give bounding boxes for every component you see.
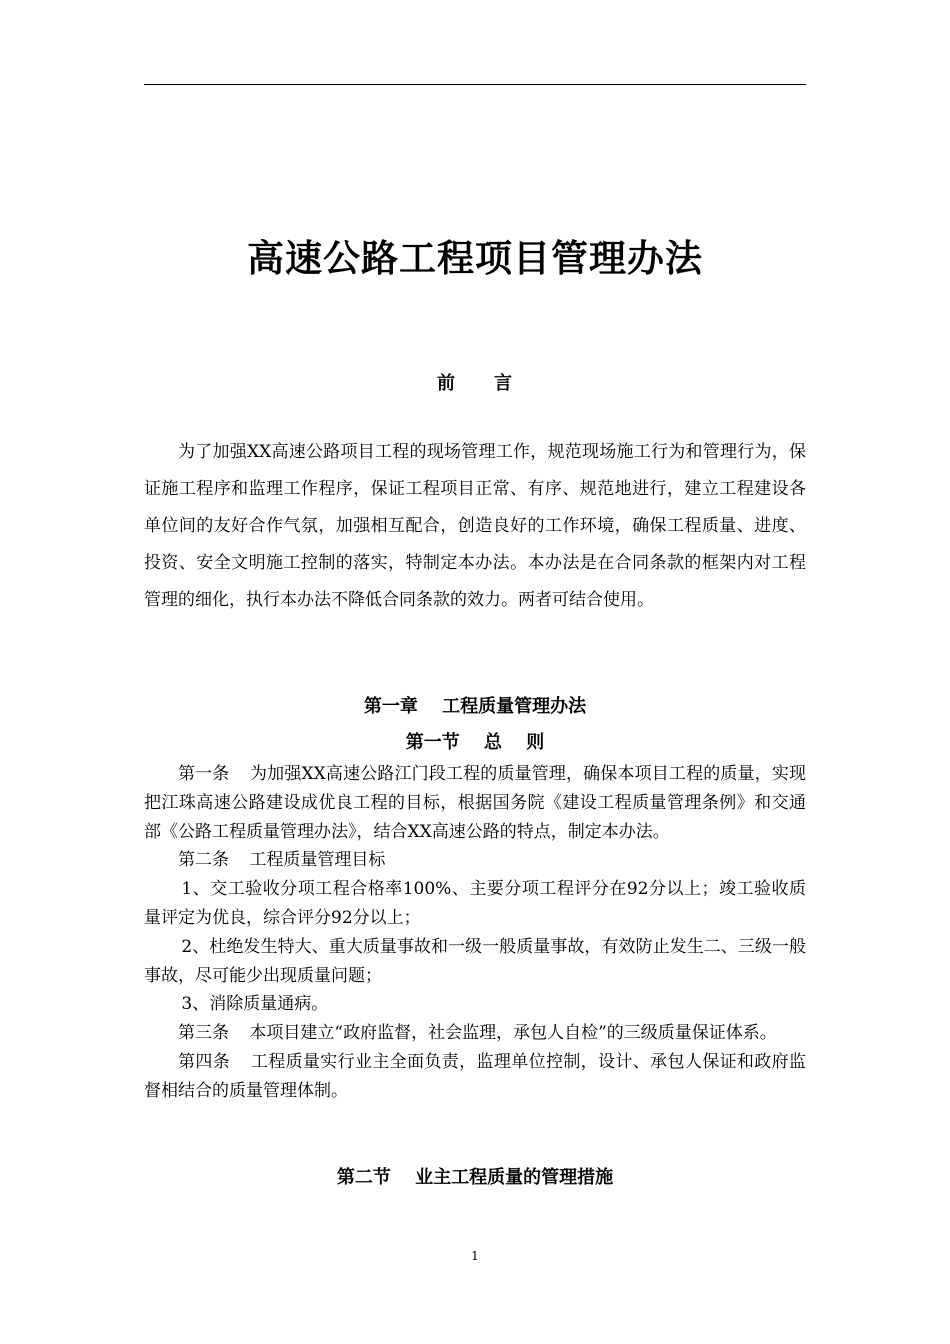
article-text: 工程质量管理目标 bbox=[249, 850, 386, 871]
preface-paragraph: 为了加强XX高速公路项目工程的现场管理工作，规范现场施工行为和管理行为，保证施工程序和监理工作程序，保证工程项目正常、有序、规范地进行，建立工程建设各单位间的友好合作气氛，加强相互配合，创造良好的工作环境，确保工程质量、进度、投资、安全文明施工控制的落实，特制定本办法。本办法是在合同条款的框架内对工程管理的细化，执行本办法不降低合同条款的效力。两者可结合使用。 bbox=[144, 442, 806, 610]
document-title: 高速公路工程项目管理办法 bbox=[247, 236, 703, 280]
chapter-heading: 第一章 工程质量管理办法 bbox=[363, 696, 587, 717]
article-text: 工程质量实行业主全面负责，监理单位控制，设计、承包人保证和政府监督相结合的质量管理体制。 bbox=[144, 1051, 807, 1101]
article-4 bbox=[144, 1048, 806, 1106]
article-text: 为加强XX高速公路江门段工程的质量管理，确保本项目工程的质量，实现把江珠高速公路建设成优良工程的目标，根据国务院《建设工程质量管理条例》和交通部《公路工程质量管理办法》，结合XX高速公路的特点，制定本办法。 bbox=[144, 764, 806, 842]
section-body bbox=[144, 760, 806, 1106]
header-rule bbox=[144, 84, 806, 85]
article-2 bbox=[144, 846, 806, 875]
article-label: 第三条 bbox=[178, 1023, 229, 1044]
preface-body bbox=[144, 434, 806, 619]
article-3 bbox=[144, 1019, 806, 1048]
section-heading: 第二节 业主工程质量的管理措施 bbox=[336, 1167, 614, 1188]
article-label: 第一条 bbox=[178, 764, 230, 784]
article-label: 第四条 bbox=[178, 1051, 231, 1072]
article-text: 本项目建立“政府监督，社会监理，承包人自检”的三级质量保证体系。 bbox=[249, 1023, 777, 1044]
list-item: 2、杜绝发生特大、重大质量事故和一级一般质量事故，有效防止发生二、三级一般事故，尽可能少出现质量问题； bbox=[144, 936, 806, 986]
list-item: 3、消除质量通病。 bbox=[181, 994, 329, 1015]
page-number: 1 bbox=[471, 1249, 479, 1263]
section-heading: 第一节 总 则 bbox=[405, 732, 545, 753]
preface-heading: 前 言 bbox=[437, 373, 513, 394]
article-label: 第二条 bbox=[178, 850, 229, 871]
article-1 bbox=[144, 760, 806, 846]
list-item: 1、交工验收分项工程合格率100%、主要分项工程评分在92分以上；竣工验收质量评定为优良，综合评分92分以上； bbox=[144, 879, 806, 928]
